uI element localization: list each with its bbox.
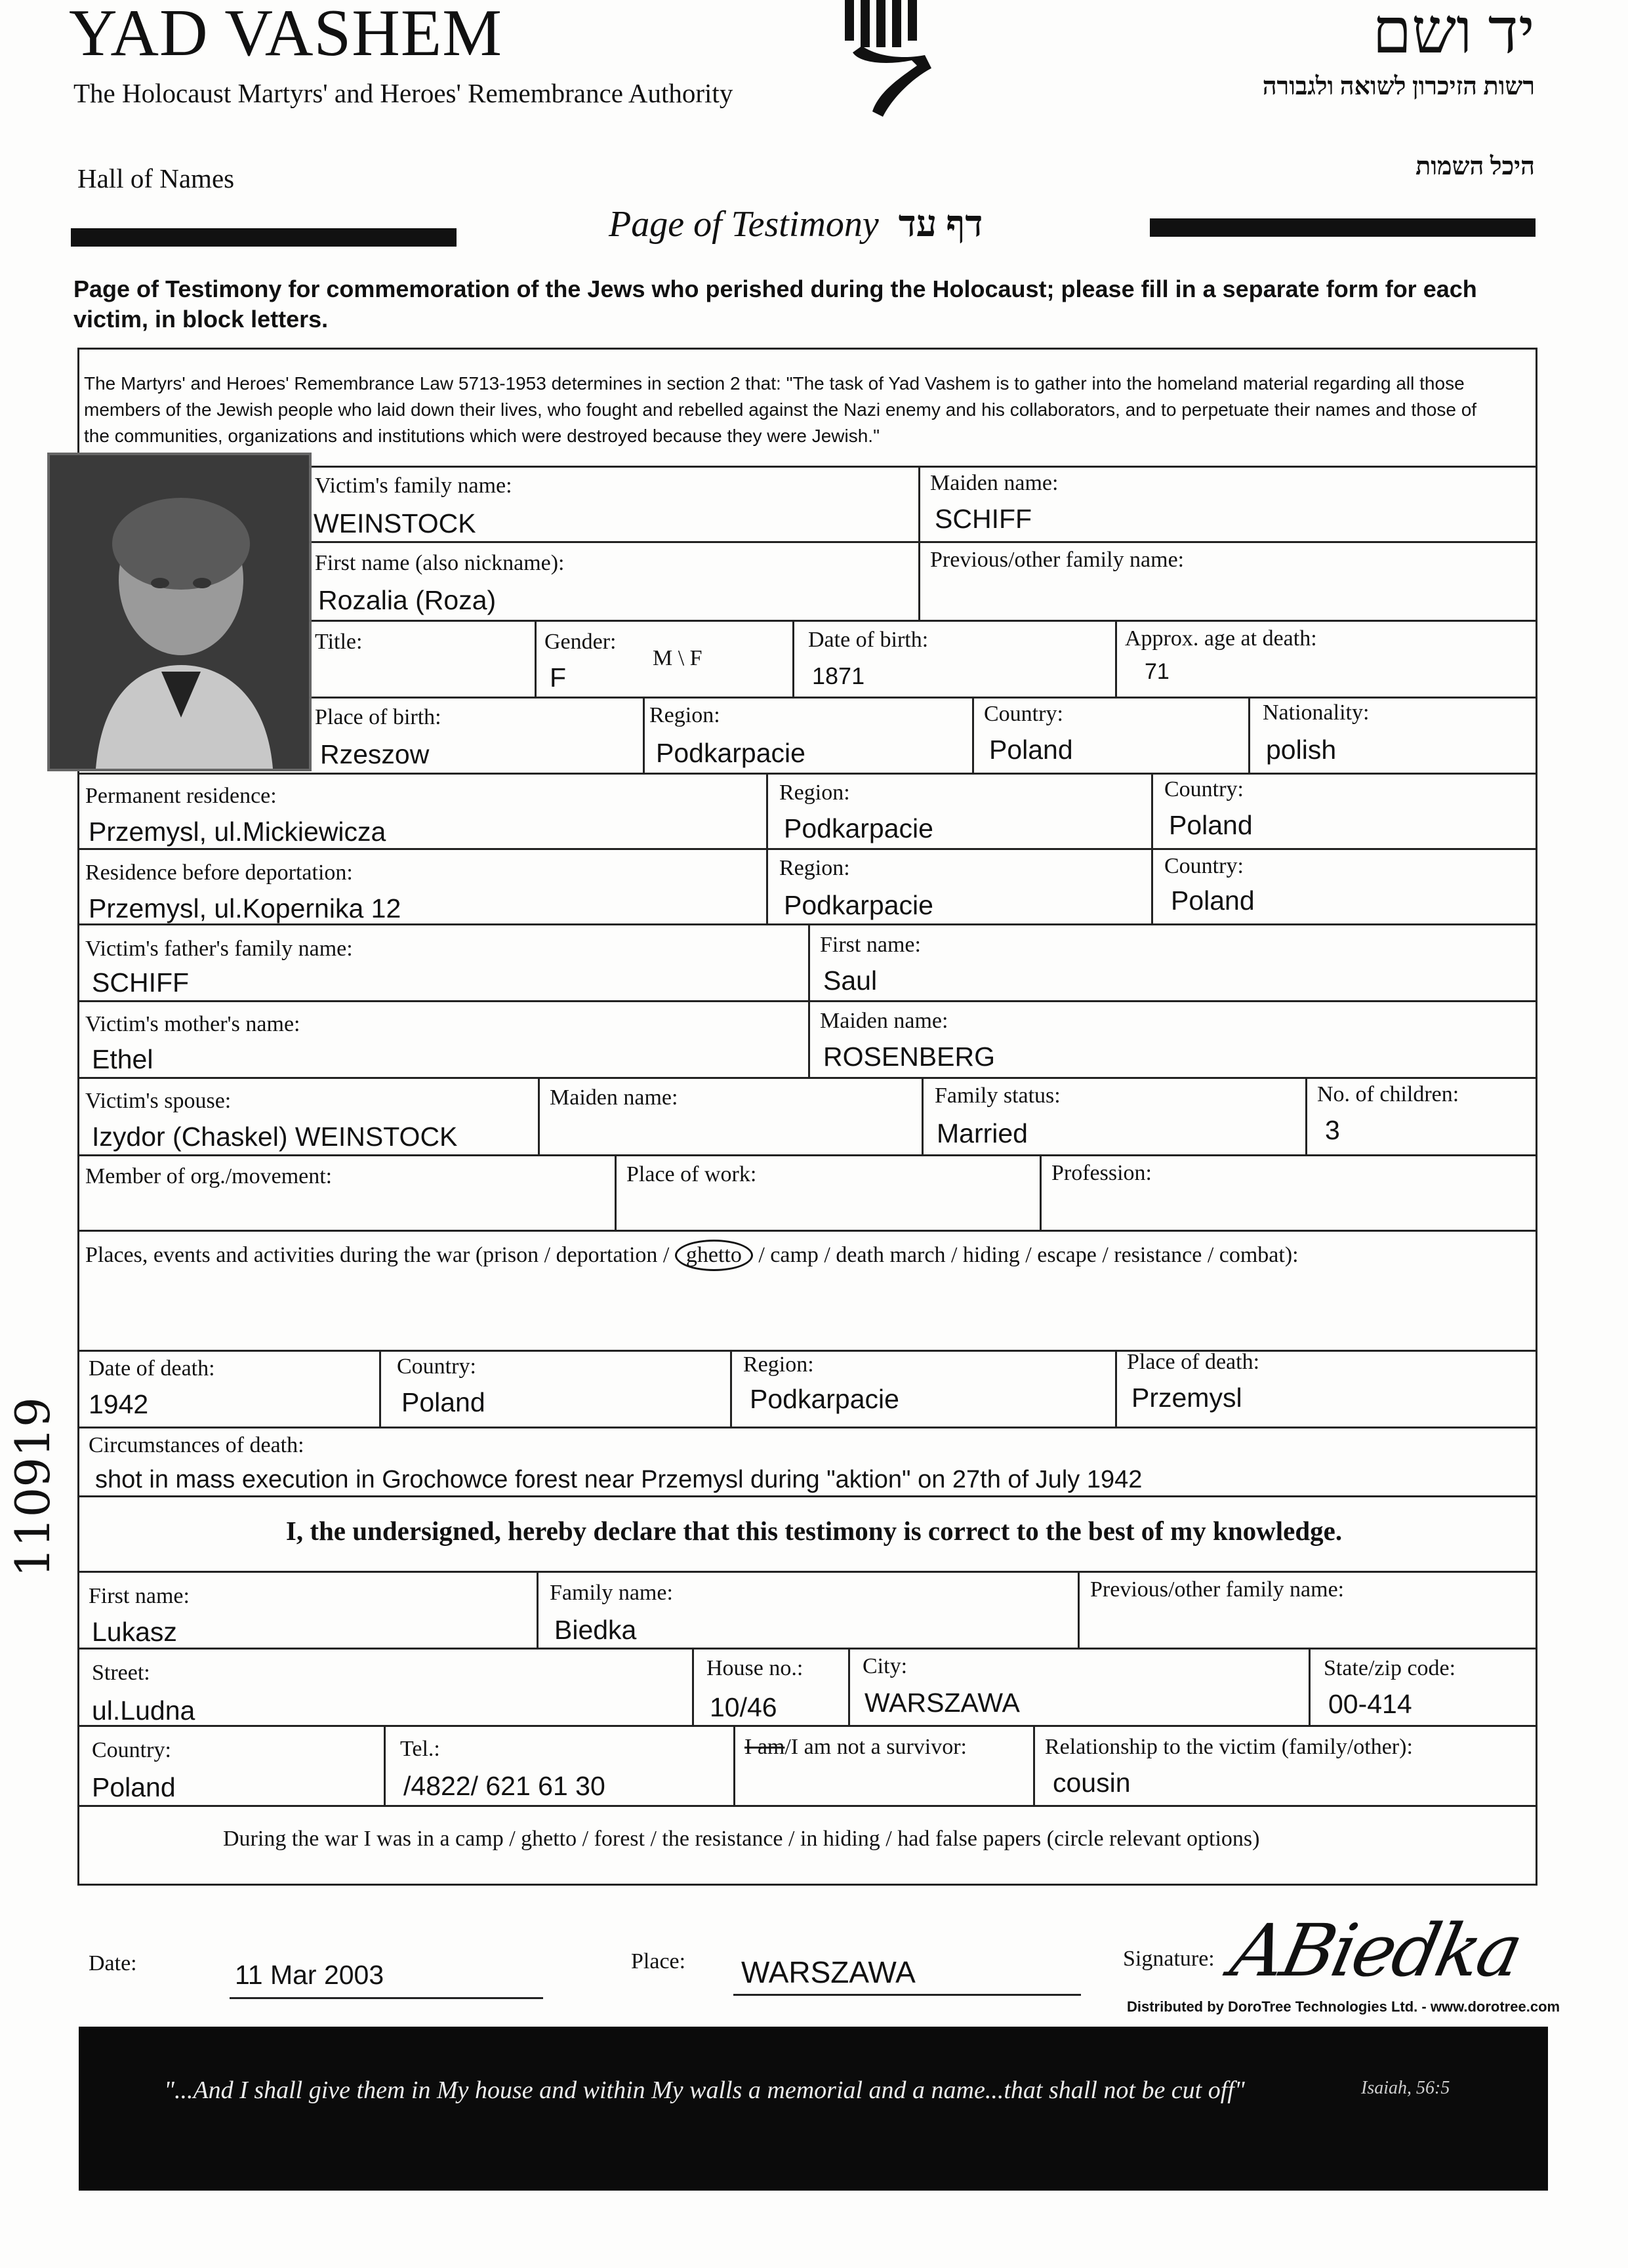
first-name-value[interactable]: Rozalia (Roza) — [318, 585, 497, 615]
submitter-country-value[interactable]: Poland — [92, 1772, 176, 1802]
children-value[interactable]: 3 — [1325, 1115, 1340, 1145]
before-region-value[interactable]: Podkarpacie — [784, 890, 933, 920]
family-status-label: Family status: — [935, 1083, 1061, 1108]
hebrew-hall: היכל השמות — [1415, 153, 1535, 180]
dob-label: Date of birth: — [808, 628, 929, 652]
pob-label: Place of birth: — [315, 705, 441, 729]
rule — [808, 923, 810, 1077]
street-label: Street: — [92, 1661, 150, 1685]
rule — [848, 1648, 850, 1725]
distributed-by: Distributed by DoroTree Technologies Ltd. - www.dorotree.com — [1127, 1998, 1560, 2015]
survivor-struck-option: I am — [744, 1735, 785, 1759]
rule — [792, 620, 794, 697]
residence-before-value[interactable]: Przemysl, ul.Kopernika 12 — [89, 893, 401, 923]
permanent-residence-value[interactable]: Przemysl, ul.Mickiewicza — [89, 817, 386, 847]
age-value[interactable]: 71 — [1145, 659, 1170, 684]
rule — [922, 1077, 924, 1154]
maiden-name-value[interactable]: SCHIFF — [935, 504, 1032, 534]
permanent-region-value[interactable]: Podkarpacie — [784, 813, 933, 843]
nationality-value[interactable]: polish — [1266, 735, 1337, 765]
family-status-value[interactable]: Married — [937, 1118, 1028, 1148]
mother-maiden-label: Maiden name: — [820, 1009, 948, 1033]
place-label: Place: — [631, 1949, 686, 1974]
father-label: Victim's father's family name: — [85, 937, 353, 961]
pob-region-value[interactable]: Podkarpacie — [656, 738, 805, 768]
war-label-after: / camp / death march / hiding / escape / resistance / combat): — [758, 1243, 1299, 1267]
quote-band — [79, 2027, 1548, 2191]
page-title-english: Page of Testimony — [609, 204, 879, 245]
rule — [615, 1154, 617, 1230]
header-rule-left — [71, 228, 457, 247]
rule — [308, 697, 1537, 699]
rule — [308, 541, 1537, 543]
father-first-label: First name: — [820, 933, 921, 957]
rule — [1078, 1571, 1080, 1648]
signature-label: Signature: — [1123, 1947, 1215, 1971]
rule — [538, 1077, 540, 1154]
maiden-name-label: Maiden name: — [930, 471, 1059, 495]
circumstances-value[interactable]: shot in mass execution in Grochowce forest near Przemysl during "aktion" on 27th of July 1942 — [95, 1466, 1143, 1493]
rule — [1033, 1725, 1035, 1805]
war-label-before: Places, events and activities during the war (prison / deportation / — [85, 1243, 670, 1267]
death-date-value[interactable]: 1942 — [89, 1389, 149, 1419]
mother-label: Victim's mother's name: — [85, 1012, 300, 1036]
death-place-label: Place of death: — [1127, 1350, 1260, 1374]
children-label: No. of children: — [1317, 1082, 1459, 1106]
before-country-label: Country: — [1164, 854, 1244, 878]
rule — [77, 773, 1537, 775]
rule — [692, 1648, 694, 1725]
pob-region-label: Region: — [649, 703, 720, 727]
profession-label: Profession: — [1051, 1161, 1152, 1185]
city-value[interactable]: WARSZAWA — [865, 1688, 1020, 1718]
submitter-family-value[interactable]: Biedka — [554, 1615, 637, 1645]
death-country-label: Country: — [397, 1354, 476, 1379]
pob-country-value[interactable]: Poland — [989, 735, 1073, 765]
house-value[interactable]: 10/46 — [710, 1692, 777, 1722]
tel-label: Tel.: — [400, 1737, 440, 1761]
permanent-region-label: Region: — [779, 780, 850, 805]
rule — [1115, 620, 1117, 697]
residence-before-label: Residence before deportation: — [85, 861, 353, 885]
yad-vashem-logo-icon — [833, 0, 938, 131]
before-country-value[interactable]: Poland — [1171, 885, 1255, 916]
rule — [1040, 1154, 1042, 1230]
rule — [77, 1725, 1537, 1727]
rule — [1115, 1350, 1117, 1427]
rule — [535, 620, 537, 697]
rule — [77, 848, 1537, 850]
previous-name-label: Previous/other family name: — [930, 548, 1185, 572]
page-title-hebrew: דף עד — [898, 204, 983, 245]
nationality-label: Nationality: — [1263, 700, 1370, 725]
submitter-previous-label: Previous/other family name: — [1090, 1577, 1345, 1602]
zip-value[interactable]: 00-414 — [1328, 1689, 1412, 1719]
relationship-label: Relationship to the victim (family/other): — [1045, 1735, 1413, 1759]
quote-text: "...And I shall give them in My house and within My walls a memorial and a name...that shall not be cut off" — [164, 2076, 1245, 2104]
permanent-country-label: Country: — [1164, 777, 1244, 801]
war-circled-option: ghetto — [675, 1240, 753, 1271]
rule — [384, 1725, 386, 1805]
death-place-value[interactable]: Przemysl — [1131, 1383, 1242, 1413]
rule — [77, 1230, 1537, 1232]
rule — [77, 1000, 1537, 1002]
death-country-value[interactable]: Poland — [401, 1387, 485, 1417]
mother-value[interactable]: Ethel — [92, 1044, 153, 1074]
relationship-value[interactable]: cousin — [1053, 1768, 1131, 1798]
header-rule-right — [1150, 218, 1536, 237]
spouse-maiden-label: Maiden name: — [550, 1085, 678, 1110]
city-label: City: — [863, 1654, 908, 1678]
gender-value[interactable]: F — [550, 662, 567, 693]
rule — [77, 1427, 1537, 1428]
intro-text: Page of Testimony for commemoration of the Jews who perished during the Holocaust; please fill in a separate form for each victim, in block letters. — [73, 275, 1477, 333]
pob-country-label: Country: — [984, 702, 1063, 726]
rule — [77, 1077, 1537, 1079]
rule — [77, 1571, 1537, 1573]
war-activities-label — [85, 1240, 1299, 1271]
rule — [77, 1154, 1537, 1156]
gender-label: Gender: — [544, 630, 617, 654]
family-name-label: Victim's family name: — [315, 474, 512, 498]
death-region-value[interactable]: Podkarpacie — [750, 1384, 899, 1414]
submitter-family-label: Family name: — [550, 1581, 673, 1605]
rule — [537, 1571, 539, 1648]
rule — [77, 1805, 1537, 1807]
gender-options: M \ F — [653, 646, 702, 670]
dob-value[interactable]: 1871 — [812, 662, 865, 689]
rule — [308, 620, 1537, 622]
tel-value[interactable]: /4822/ 621 61 30 — [403, 1771, 605, 1801]
rule — [972, 697, 974, 773]
rule — [643, 697, 645, 773]
rule — [1309, 1648, 1311, 1725]
permanent-residence-label: Permanent residence: — [85, 784, 277, 808]
zip-label: State/zip code: — [1324, 1656, 1456, 1680]
rule — [1248, 697, 1250, 773]
death-region-label: Region: — [743, 1352, 814, 1377]
rule — [308, 466, 1537, 468]
rule — [77, 1648, 1537, 1650]
member-label: Member of org./movement: — [85, 1164, 333, 1188]
quote-reference: Isaiah, 56:5 — [1361, 2078, 1450, 2098]
victim-photo — [47, 453, 312, 771]
family-name-value[interactable]: WEINSTOCK — [314, 508, 476, 538]
submitter-first-value[interactable]: Lukasz — [92, 1617, 177, 1647]
rule — [1151, 773, 1153, 923]
death-date-label: Date of death: — [89, 1356, 215, 1381]
date-label: Date: — [89, 1951, 137, 1975]
hebrew-subtitle: רשות הזיכרון לשואה ולגבורה — [1262, 73, 1535, 100]
place-underline — [733, 1994, 1081, 1996]
place-of-work-label: Place of work: — [626, 1162, 757, 1186]
rule — [379, 1350, 381, 1427]
submitter-first-label: First name: — [89, 1584, 190, 1608]
war-circle-note: During the war I was in a camp / ghetto / forest / the resistance / in hiding / had false papers (circle relevant options) — [223, 1827, 1260, 1851]
rule — [730, 1350, 732, 1427]
title-label: Title: — [315, 630, 363, 654]
rule — [918, 466, 920, 620]
hall-of-names: Hall of Names — [77, 163, 235, 193]
rule — [77, 1350, 1537, 1352]
page-title — [609, 203, 983, 245]
pob-value[interactable]: Rzeszow — [320, 739, 430, 769]
age-label: Approx. age at death: — [1125, 626, 1317, 651]
org-subtitle: The Holocaust Martyrs' and Heroes' Remembrance Authority — [73, 78, 733, 108]
law-text: The Martyrs' and Heroes' Remembrance Law 5713-1953 determines in section 2 that: "The task of Yad Vashem is to gather into the homeland material regarding all those members of the Jewish people who laid down their lives, who fought and rebelled against the Nazi enemy and his collaborators, and to perpetuate their names and those of the communities, organizations and institutions which were destroyed because they were Jewish." — [84, 373, 1477, 446]
place-value[interactable]: WARSZAWA — [741, 1955, 916, 1989]
org-title: YAD VASHEM — [69, 0, 502, 70]
rule — [733, 1725, 735, 1805]
father-first-value[interactable]: Saul — [823, 965, 878, 996]
before-region-label: Region: — [779, 856, 850, 880]
handwritten-id-number: 110919 — [5, 1397, 60, 1577]
rule — [766, 773, 768, 923]
rule — [77, 1495, 1537, 1497]
hebrew-title: יד ושם — [1372, 0, 1535, 66]
first-name-label: First name (also nickname): — [315, 551, 565, 575]
spouse-value[interactable]: Izydor (Chaskel) WEINSTOCK — [92, 1122, 458, 1152]
permanent-country-value[interactable]: Poland — [1169, 810, 1253, 840]
date-underline — [230, 1997, 543, 1999]
street-value[interactable]: ul.Ludna — [92, 1695, 195, 1726]
signature-handwriting: ABiedka — [1224, 1909, 1528, 1993]
circumstances-label: Circumstances of death: — [89, 1433, 304, 1457]
survivor-label — [744, 1735, 967, 1760]
mother-maiden-value[interactable]: ROSENBERG — [823, 1042, 995, 1072]
spouse-label: Victim's spouse: — [85, 1089, 232, 1113]
portrait-image — [50, 455, 309, 769]
date-value[interactable]: 11 Mar 2003 — [235, 1960, 384, 1990]
survivor-text: /I am not a survivor: — [784, 1735, 967, 1759]
rule — [1305, 1077, 1307, 1154]
father-value[interactable]: SCHIFF — [92, 967, 190, 998]
submitter-country-label: Country: — [92, 1738, 171, 1762]
declaration: I, the undersigned, hereby declare that this testimony is correct to the best of my knowledge. — [285, 1516, 1343, 1546]
house-label: House no.: — [706, 1656, 804, 1680]
